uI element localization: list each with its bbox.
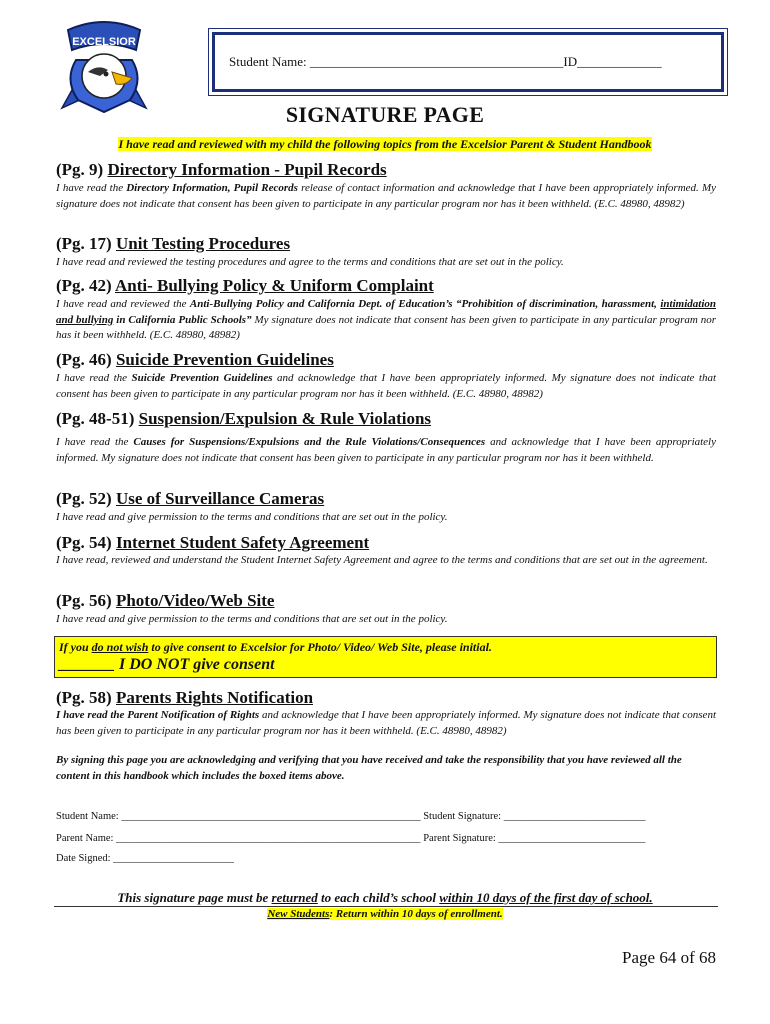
- section-topic: Directory Information - Pupil Records: [107, 160, 387, 179]
- text-bold: Anti-Bullying Policy and California Dept. of Education’s “Prohibition of discrimination, harassment,: [189, 298, 661, 310]
- text-bold: Suicide Prevention Guidelines: [131, 372, 273, 384]
- section-topic: Internet Student Safety Agreement: [115, 533, 370, 552]
- text: I have read and reviewed the: [56, 298, 190, 310]
- return-instructions: [0, 890, 770, 906]
- text-underline: New Students: [267, 908, 330, 920]
- section-photo-text: I have read and give permission to the terms and conditions that are set out in the policy.: [56, 613, 448, 625]
- section-page-ref: (Pg. 42): [56, 276, 112, 295]
- section-bullying-heading: [56, 276, 434, 296]
- student-signature-field[interactable]: Student Signature: ___________________________: [423, 811, 646, 822]
- section-directory-heading: [56, 160, 387, 180]
- section-page-ref: (Pg. 9): [56, 160, 104, 179]
- text: I have read the: [56, 436, 134, 448]
- parent-signature-field[interactable]: Parent Signature: ____________________________: [423, 833, 646, 844]
- section-bullying-text: [56, 297, 716, 344]
- section-page-ref: (Pg. 52): [56, 489, 112, 508]
- section-testing-heading: [56, 234, 290, 254]
- section-suspension-text: [56, 435, 716, 466]
- text: release of contact information and acknowledge that I have been appropriately informed. My signature does not indicate that consent has been given to participate in any particular program nor has it been withheld. (E.C. 48980, 48982): [56, 182, 716, 210]
- text-underline: do not wish: [91, 640, 149, 654]
- text-underline: within 10 days of the first day of school.: [439, 890, 653, 905]
- student-name-field[interactable]: Student Name: _________________________________________________________: [56, 811, 421, 822]
- text: and acknowledge that I have been appropriately informed. My signature does not indicate that consent has been given to participate in any particular program nor has it been withheld.: [56, 436, 716, 464]
- new-students-note: [0, 908, 770, 920]
- section-testing-text: I have read and reviewed the testing procedures and agree to the terms and conditions that are set out in the policy.: [56, 256, 564, 268]
- consent-statement: I DO NOT give consent: [119, 656, 275, 673]
- intro-text: [0, 137, 770, 152]
- section-page-ref: (Pg. 17): [56, 234, 112, 253]
- photo-consent-box: [54, 636, 717, 678]
- section-page-ref: (Pg. 54): [56, 533, 112, 552]
- section-rights-heading: [56, 688, 313, 708]
- section-photo-heading: [56, 591, 274, 611]
- page-title: SIGNATURE PAGE: [285, 102, 485, 127]
- section-topic: Suicide Prevention Guidelines: [115, 350, 334, 369]
- section-topic: Unit Testing Procedures: [115, 234, 291, 253]
- text: If you: [59, 640, 92, 654]
- text-bold: Directory Information, Pupil Records: [126, 182, 298, 194]
- section-topic: Anti- Bullying Policy & Uniform Complaint: [115, 276, 434, 295]
- text: to each child’s school: [317, 890, 440, 905]
- text-bold: in California Public Schools”: [113, 313, 252, 326]
- section-topic: Photo/Video/Web Site: [115, 591, 275, 610]
- text-bold-underline: intimidation and bullying: [56, 298, 716, 326]
- text-bold: Causes for Suspensions/Expulsions and the Rule Violations/Consequences: [133, 436, 486, 448]
- consent-opt-out[interactable]: [59, 656, 712, 674]
- consent-instruction: [59, 640, 712, 655]
- signature-row-date: [56, 853, 234, 864]
- section-suicide-text: [56, 371, 716, 402]
- section-cameras-heading: [56, 489, 324, 509]
- text-underline: returned: [271, 890, 318, 905]
- section-suspension-heading: [56, 409, 431, 429]
- text: This signature page must be: [117, 890, 272, 905]
- student-name-id-line[interactable]: Student Name: _______________________________________ID_____________: [229, 54, 662, 69]
- section-suicide-heading: [56, 350, 334, 370]
- signature-row-parent: [56, 833, 645, 844]
- signature-row-student: [56, 811, 645, 822]
- text: : Return within 10 days of enrollment.: [329, 908, 503, 920]
- footer-divider: [54, 906, 718, 907]
- section-page-ref: (Pg. 46): [56, 350, 112, 369]
- section-topic: Suspension/Expulsion & Rule Violations: [138, 409, 432, 428]
- section-topic: Parents Rights Notification: [115, 688, 314, 707]
- page-number: Page 64 of 68: [622, 948, 716, 967]
- logo-text: EXCELSIOR: [72, 36, 136, 48]
- text: My signature does not indicate that consent has been given to participate in any particular program nor has it been withheld. (E.C. 48980, 48982): [56, 313, 717, 341]
- text: and acknowledge that I have been appropriately informed. My signature does not indicate that consent has been given to participate in any particular program nor has it been withheld. (E.C. 48980, 48982): [56, 372, 716, 400]
- acknowledgement-text: By signing this page you are acknowledging and verifying that you have received and take the responsibility that you have reviewed all the content in this handbook which includes the boxed items above.: [56, 754, 682, 782]
- section-rights-text: [56, 708, 716, 739]
- section-cameras-text: I have read and give permission to the terms and conditions that are set out in the policy.: [56, 511, 448, 523]
- section-directory-text: [56, 181, 716, 212]
- text-bold: I have read the Parent Notification of Rights: [56, 709, 260, 721]
- section-internet-heading: [56, 533, 369, 553]
- section-internet-text: I have read, reviewed and understand the Student Internet Safety Agreement and agree to the terms and conditions that are set out in the agreement.: [56, 554, 708, 566]
- student-name-box: [208, 28, 728, 96]
- section-page-ref: (Pg. 56): [56, 591, 112, 610]
- section-page-ref: (Pg. 58): [56, 688, 112, 707]
- date-signed-field[interactable]: Date Signed: _______________________: [56, 853, 234, 864]
- section-page-ref: (Pg. 48-51): [56, 409, 135, 428]
- parent-name-field[interactable]: Parent Name: __________________________________________________________: [56, 833, 421, 844]
- text: to give consent to Excelsior for Photo/ Video/ Web Site, please initial.: [148, 640, 492, 654]
- initial-blank[interactable]: _______: [59, 656, 119, 673]
- intro-highlight: I have read and reviewed with my child the following topics from the Excelsior Parent & Student Handbook: [118, 137, 652, 151]
- text: I have read the: [56, 182, 127, 194]
- text: I have read the: [56, 372, 132, 384]
- text: and acknowledge that I have been appropriately informed. My signature does not indicate that consent has been given to participate in any particular program nor has it been withheld. (E.C. 48980, 48982): [56, 709, 716, 737]
- section-topic: Use of Surveillance Cameras: [115, 489, 325, 508]
